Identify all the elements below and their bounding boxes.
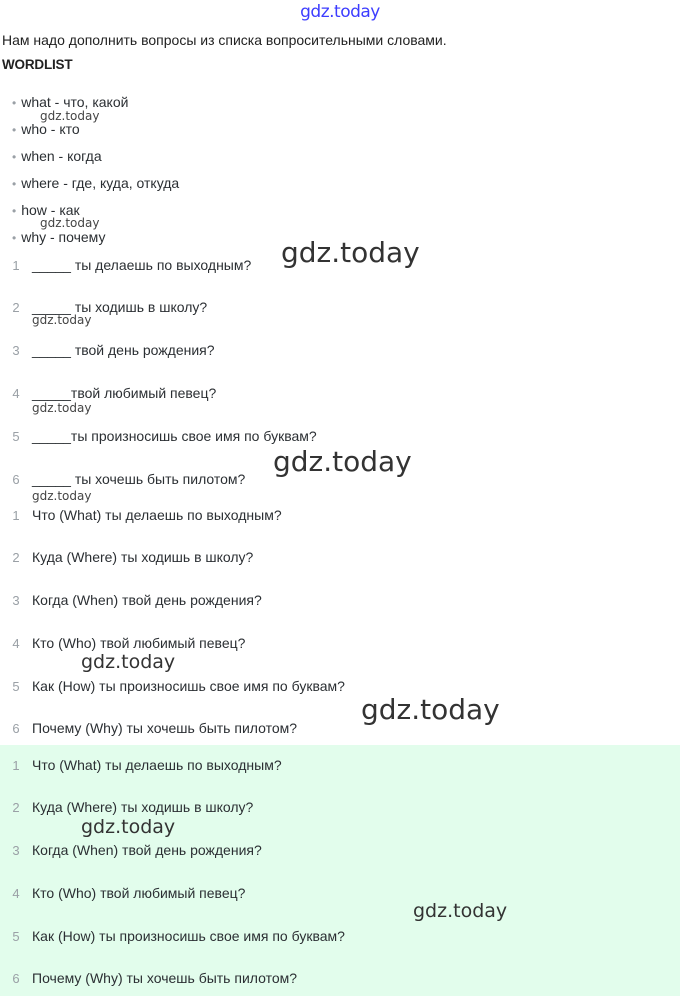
- wordlist-item: • why - почему: [12, 229, 106, 245]
- answer-row: 5 Как (How) ты произносишь свое имя по буквам?: [12, 928, 345, 944]
- answer-row: 3 Когда (When) твой день рождения?: [12, 842, 262, 858]
- answer-row: 5 Как (How) ты произносишь свое имя по буквам?: [12, 678, 345, 694]
- watermark: gdz.today: [81, 651, 176, 673]
- watermark: gdz.today: [32, 489, 92, 503]
- answer-row: 6 Почему (Why) ты хочешь быть пилотом?: [12, 970, 298, 986]
- watermark: gdz.today: [81, 816, 176, 838]
- watermark: gdz.today: [281, 236, 420, 269]
- watermark: gdz.today: [361, 693, 500, 726]
- question-row: 3 _____ твой день рождения?: [12, 342, 215, 358]
- wordlist-item: • where - где, куда, откуда: [12, 175, 180, 191]
- question-row: 4 _____твой любимый певец?: [12, 385, 217, 401]
- answer-row: 2 Куда (Where) ты ходишь в школу?: [12, 799, 254, 815]
- wordlist-item: • when - когда: [12, 148, 102, 164]
- answer-row: 6 Почему (Why) ты хочешь быть пилотом?: [12, 720, 298, 736]
- watermark: gdz.today: [32, 401, 92, 415]
- question-row: 2 _____ ты ходишь в школу?: [12, 299, 208, 315]
- bullet-icon: •: [12, 204, 17, 218]
- answer-block-highlighted: [0, 745, 680, 996]
- bullet-icon: •: [12, 231, 17, 245]
- answer-row: 4 Кто (Who) твой любимый певец?: [12, 885, 246, 901]
- wordlist-title: WORDLIST: [2, 57, 73, 72]
- wordlist-item: • what - что, какой: [12, 94, 129, 110]
- question-row: 5 _____ты произносишь свое имя по буквам?: [12, 428, 317, 444]
- question-row: 6 _____ ты хочешь быть пилотом?: [12, 471, 246, 487]
- top-logo: gdz.today: [300, 2, 380, 22]
- watermark: gdz.today: [413, 900, 508, 922]
- watermark: gdz.today: [273, 445, 412, 478]
- task-intro: Нам надо дополнить вопросы из списка вопросительными словами.: [2, 32, 447, 48]
- bullet-icon: •: [12, 177, 17, 191]
- wordlist-item: • how - как: [12, 202, 80, 218]
- answer-row: 1 Что (What) ты делаешь по выходным?: [12, 757, 282, 773]
- wordlist-item: • who - кто: [12, 121, 80, 137]
- answer-row: 2 Куда (Where) ты ходишь в школу?: [12, 549, 254, 565]
- watermark: gdz.today: [32, 313, 92, 327]
- question-row: 1 _____ ты делаешь по выходным?: [12, 257, 252, 273]
- answer-row: 4 Кто (Who) твой любимый певец?: [12, 635, 246, 651]
- watermark: gdz.today: [40, 216, 100, 230]
- bullet-icon: •: [12, 96, 17, 110]
- watermark: gdz.today: [40, 109, 100, 123]
- answer-row: 1 Что (What) ты делаешь по выходным?: [12, 507, 282, 523]
- bullet-icon: •: [12, 150, 17, 164]
- bullet-icon: •: [12, 123, 17, 137]
- answer-row: 3 Когда (When) твой день рождения?: [12, 592, 262, 608]
